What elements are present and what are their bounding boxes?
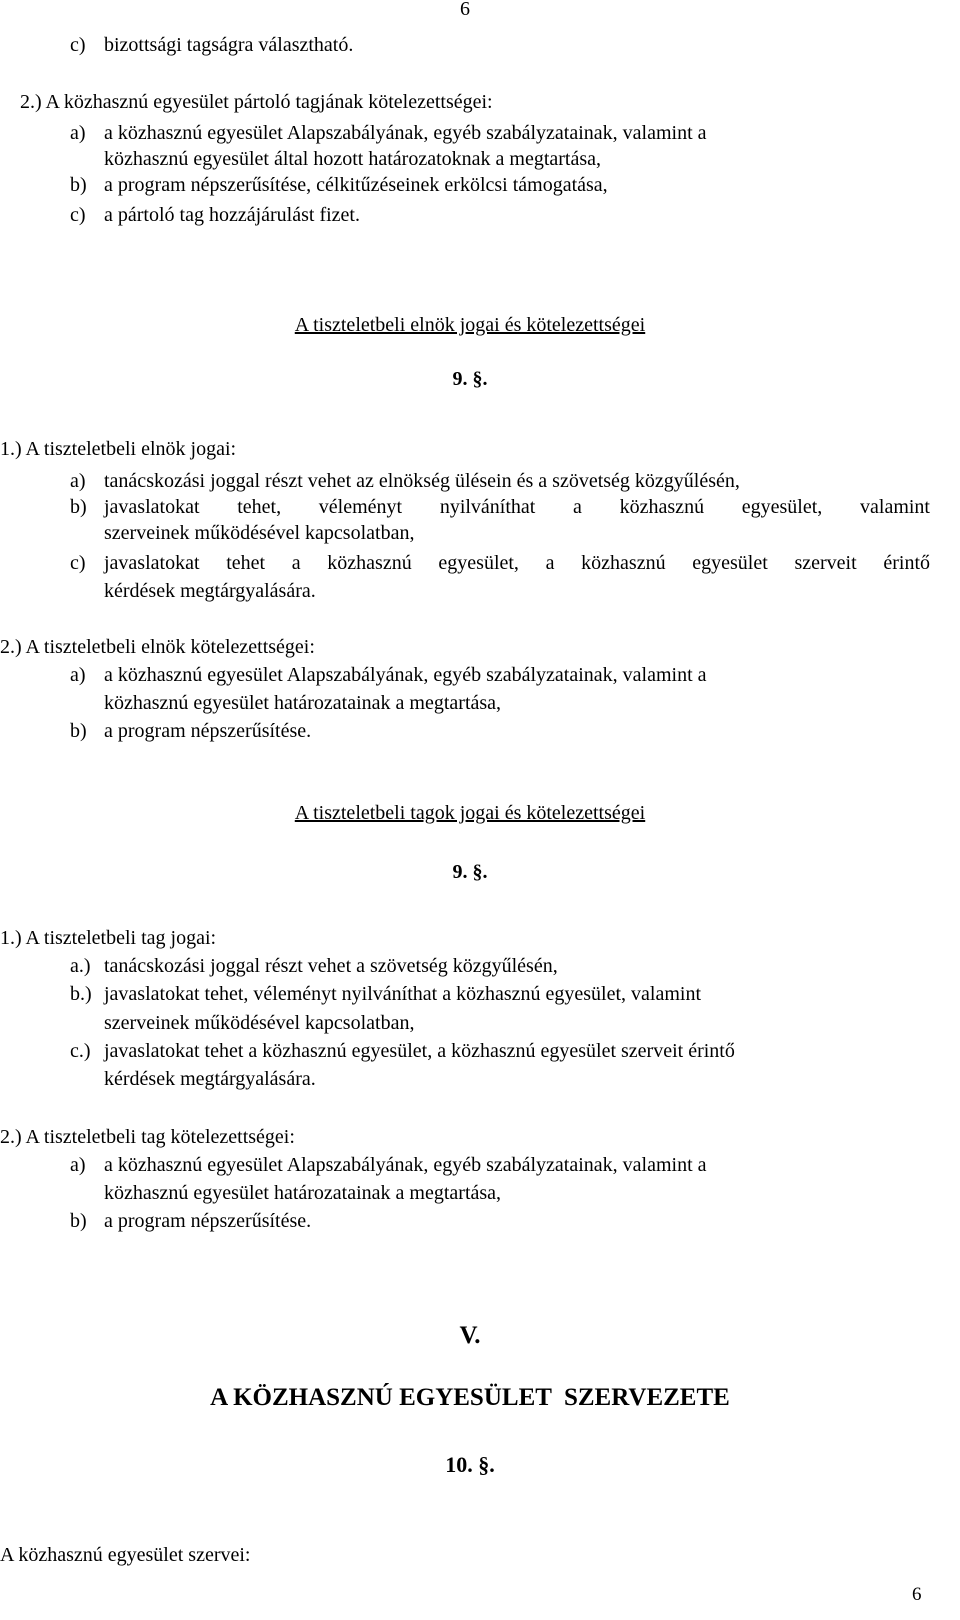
list-item-text: bizottsági tagságra választható. [104,34,354,56]
list-marker: c) [70,552,86,574]
list-item-text: tanácskozási joggal részt vehet az elnökség ülésein és a szövetség közgyűlésén, [104,470,740,492]
page-number-bottom: 6 [912,1584,922,1605]
list-item-continuation: közhasznú egyesület által hozott határozatoknak a megtartása, [104,148,602,170]
section-number-text: 9. §. [452,368,488,390]
list-item [70,1208,311,1234]
section-heading: 2.) A közhasznú egyesület pártoló tagjának kötelezettségei: [20,91,493,113]
list-marker: a) [70,122,86,144]
section-heading: 1.) A tiszteletbeli elnök jogai: [0,438,237,460]
list-item-continuation: kérdések megtárgyalására. [104,1068,316,1090]
list-marker: b) [70,1210,87,1232]
list-item [70,1038,735,1064]
list-item [70,1152,707,1178]
list-item-text: javaslatokat tehet a közhasznú egyesület, a közhasznú egyesület szerveit érintő [104,552,930,574]
list-item-text: javaslatokat tehet, véleményt nyilváníthat a közhasznú egyesület, valamint [104,496,930,518]
list-item-text: a program népszerűsítése. [104,720,312,742]
page-number-top: 6 [460,0,470,20]
list-item [70,172,608,198]
list-marker: c) [70,204,86,226]
list-item [70,953,558,979]
list-marker: a) [70,1154,86,1176]
section-heading: 2.) A tiszteletbeli elnök kötelezettségei: [0,636,315,658]
organs-label: A közhasznú egyesület szervei: [0,1544,251,1566]
list-item [70,718,311,744]
section-title: A tiszteletbeli elnök jogai és kötelezettségei [294,314,646,336]
section-number: 9. §. [452,861,488,883]
list-item [70,981,701,1007]
list-item-continuation: szerveinek működésével kapcsolatban, [104,522,415,544]
list-item [70,494,930,520]
list-item [70,202,360,228]
list-item [70,32,353,58]
list-marker: c.) [70,1040,91,1062]
chapter-title: A KÖZHASZNÚ EGYESÜLET SZERVEZETE [210,1384,730,1411]
list-marker: b) [70,720,87,742]
list-item-text: a közhasznú egyesület Alapszabályának, egyéb szabályzatainak, valamint a [104,122,707,144]
chapter-number: V. [459,1322,481,1349]
list-item-text: a közhasznú egyesület Alapszabályának, egyéb szabályzatainak, valamint a [104,1154,707,1176]
list-item-text: a közhasznú egyesület Alapszabályának, egyéb szabályzatainak, valamint a [104,664,707,686]
list-marker: b) [70,174,87,196]
section-number [0,368,940,391]
section-number: 10. §. [445,1452,495,1477]
list-item-text: tanácskozási joggal részt vehet a szövetség közgyűlésén, [104,955,558,977]
list-marker: b) [70,496,87,518]
list-item-text: a program népszerűsítése. [104,1210,312,1232]
list-item-text: javaslatokat tehet, véleményt nyilváníthat a közhasznú egyesület, valamint [104,983,702,1005]
section-heading: 2.) A tiszteletbeli tag kötelezettségei: [0,1126,295,1148]
list-item-text: javaslatokat tehet a közhasznú egyesület, a közhasznú egyesület szerveit érintő [104,1040,735,1062]
list-item-continuation: szerveinek működésével kapcsolatban, [104,1012,415,1034]
list-marker: c) [70,34,86,56]
list-item [70,550,930,576]
list-item-continuation: közhasznú egyesület határozatainak a megtartása, [104,692,502,714]
list-item-continuation: közhasznú egyesület határozatainak a megtartása, [104,1182,502,1204]
section-title: A tiszteletbeli tagok jogai és kötelezettségei [294,802,646,824]
list-item [70,120,707,146]
list-marker: a.) [70,955,91,977]
list-item-text: a pártoló tag hozzájárulást fizet. [104,204,360,226]
list-item-continuation: kérdések megtárgyalására. [104,580,316,602]
list-item [70,468,740,494]
list-item-text: a program népszerűsítése, célkitűzéseinek erkölcsi támogatása, [104,174,608,196]
list-item [70,662,707,688]
list-marker: a) [70,470,86,492]
section-heading: 1.) A tiszteletbeli tag jogai: [0,927,217,949]
list-marker: b.) [70,983,92,1005]
list-marker: a) [70,664,86,686]
